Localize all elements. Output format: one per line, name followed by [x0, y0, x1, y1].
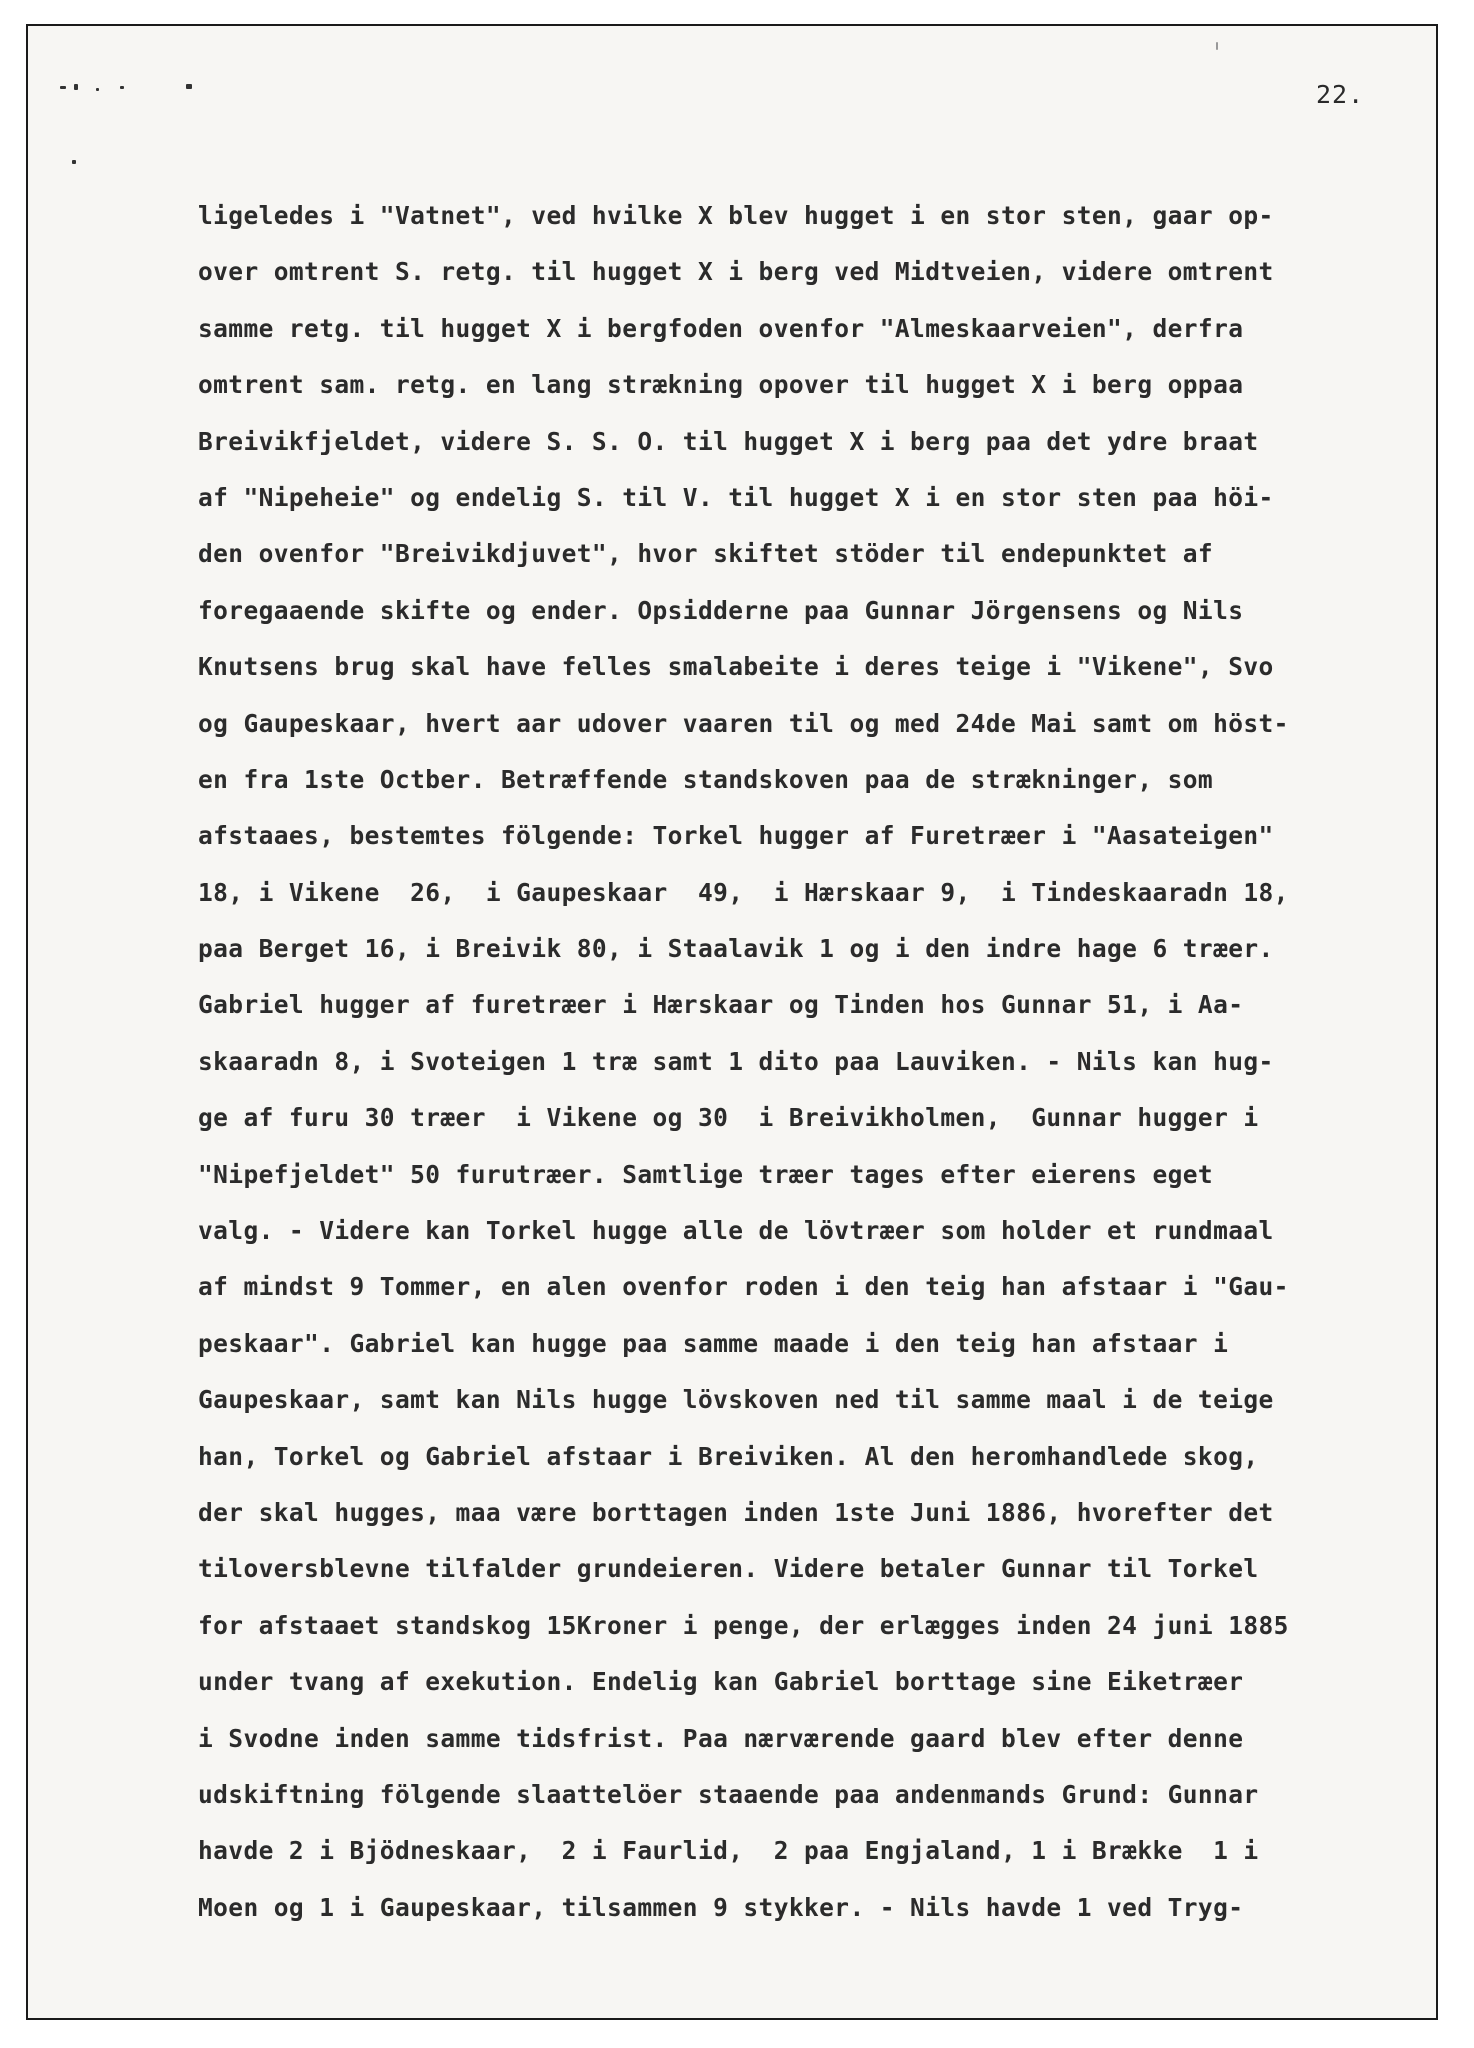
- text-line: Knutsens brug skal have felles smalabeite i deres teige i "Vikene", Svo: [198, 652, 1274, 682]
- text-line: afstaaes, bestemtes fölgende: Torkel hugger af Furetræer i "Aasateigen": [198, 821, 1274, 851]
- text-line: udskiftning fölgende slaattelöer staaende paa andenmands Grund: Gunnar: [198, 1779, 1259, 1809]
- text-line: Gaupeskaar, samt kan Nils hugge lövskoven ned til samme maal i de teige: [198, 1385, 1274, 1415]
- text-line: Gabriel hugger af furetræer i Hærskaar og Tinden hos Gunnar 51, i Aa-: [198, 990, 1244, 1020]
- text-line: der skal hugges, maa være borttagen inden 1ste Juni 1886, hvorefter det: [198, 1497, 1274, 1527]
- ink-speck: [186, 84, 192, 89]
- text-line: tiloversblevne tilfalder grundeieren. Videre betaler Gunnar til Torkel: [198, 1554, 1259, 1584]
- text-line: paa Berget 16, i Breivik 80, i Staalavik 1 og i den indre hage 6 træer.: [198, 934, 1274, 964]
- text-line: Breivikfjeldet, videre S. S. O. til hugget X i berg paa det ydre braat: [198, 426, 1259, 456]
- text-line: 18, i Vikene 26, i Gaupeskaar 49, i Hærskaar 9, i Tindeskaaradn 18,: [198, 877, 1289, 907]
- text-line: havde 2 i Bjödneskaar, 2 i Faurlid, 2 paa Engjaland, 1 i Brække 1 i: [198, 1836, 1259, 1866]
- text-line: foregaaende skifte og ender. Opsidderne paa Gunnar Jörgensens og Nils: [198, 595, 1244, 625]
- text-line: omtrent sam. retg. en lang strækning opover til hugget X i berg oppaa: [198, 370, 1244, 400]
- text-line: han, Torkel og Gabriel afstaar i Breiviken. Al den heromhandlede skog,: [198, 1441, 1259, 1471]
- text-line: en fra 1ste Octber. Betræffende standskoven paa de strækninger, som: [198, 764, 1214, 794]
- text-line: i Svodne inden samme tidsfrist. Paa nærværende gaard blev efter denne: [198, 1723, 1244, 1753]
- page-number: 22.: [1316, 80, 1365, 109]
- ink-speck: [74, 84, 78, 90]
- text-line: valg. - Videre kan Torkel hugge alle de lövtræer som holder et rundmaal: [198, 1216, 1274, 1246]
- text-line: ge af furu 30 træer i Vikene og 30 i Breivikholmen, Gunnar hugger i: [198, 1103, 1259, 1133]
- text-line: den ovenfor "Breivikdjuvet", hvor skiftet stöder til endepunktet af: [198, 539, 1214, 569]
- text-line: under tvang af exekution. Endelig kan Gabriel borttage sine Eiketræer: [198, 1667, 1244, 1697]
- typewritten-text: [198, 188, 1428, 1936]
- text-line: skaaradn 8, i Svoteigen 1 træ samt 1 dito paa Lauviken. - Nils kan hug-: [198, 1046, 1274, 1076]
- text-line: "Nipefjeldet" 50 furutræer. Samtlige træer tages efter eierens eget: [198, 1159, 1214, 1189]
- ink-speck: [1216, 42, 1218, 50]
- text-line: af "Nipeheie" og endelig S. til V. til hugget X i en stor sten paa höi-: [198, 482, 1274, 512]
- text-line: Moen og 1 i Gaupeskaar, tilsammen 9 stykker. - Nils havde 1 ved Tryg-: [198, 1892, 1244, 1922]
- text-line: af mindst 9 Tommer, en alen ovenfor roden i den teig han afstaar i "Gau-: [198, 1272, 1289, 1302]
- text-line: samme retg. til hugget X i bergfoden ovenfor "Almeskaarveien", derfra: [198, 313, 1244, 343]
- ink-speck: [60, 86, 66, 89]
- text-line: over omtrent S. retg. til hugget X i berg ved Midtveien, videre omtrent: [198, 257, 1274, 287]
- text-line: for afstaaet standskog 15Kroner i penge, der erlægges inden 24 juni 1885: [198, 1610, 1289, 1640]
- ink-speck: [96, 88, 99, 91]
- ink-speck: [120, 86, 124, 89]
- ink-speck: [72, 160, 76, 164]
- text-line: peskaar". Gabriel kan hugge paa samme maade i den teig han afstaar i: [198, 1328, 1229, 1358]
- text-line: ligeledes i "Vatnet", ved hvilke X blev hugget i en stor sten, gaar op-: [198, 201, 1274, 230]
- text-line: og Gaupeskaar, hvert aar udover vaaren til og med 24de Mai samt om höst-: [198, 708, 1289, 738]
